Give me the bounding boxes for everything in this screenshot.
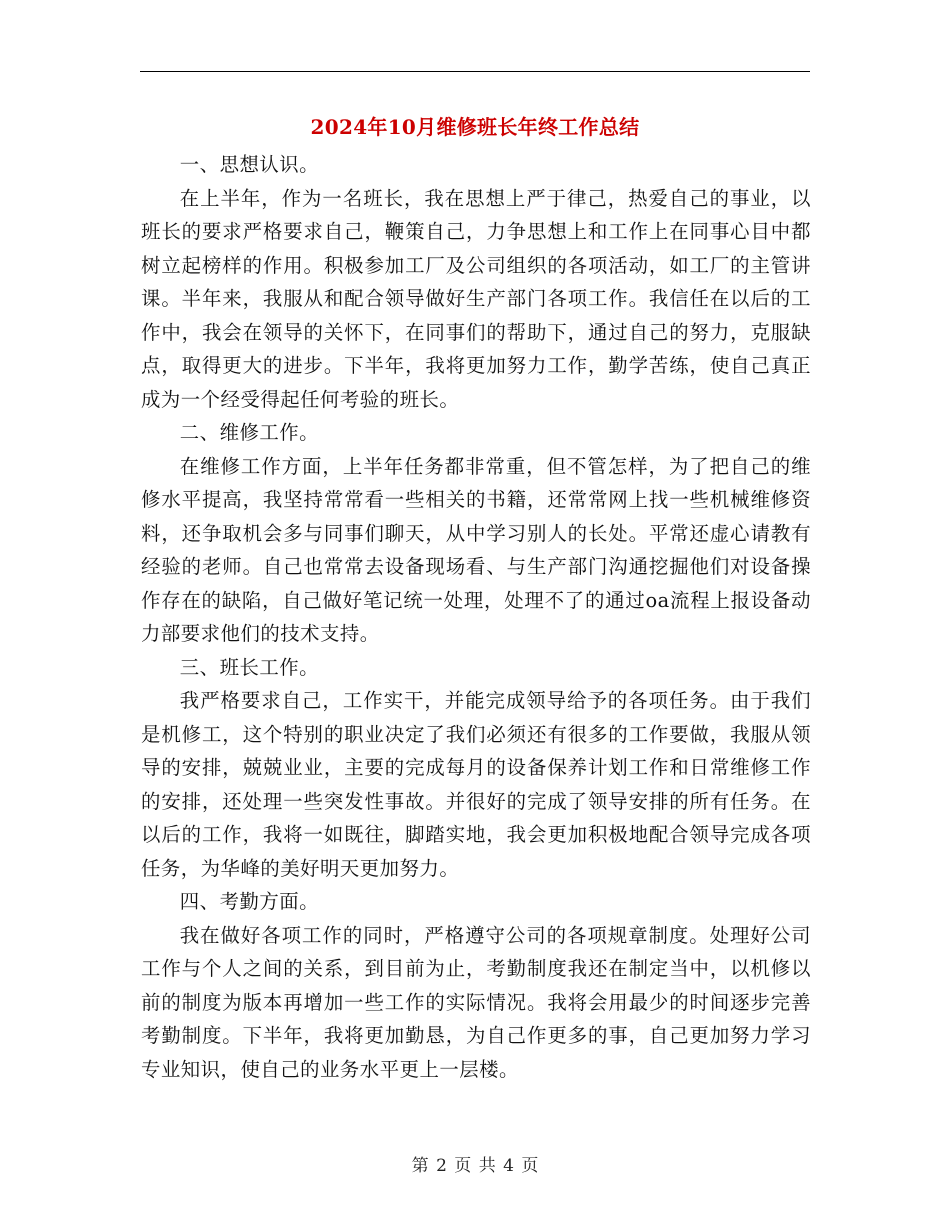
document-body [141, 148, 811, 1086]
section-heading-team-leader: 三、班长工作。 [179, 655, 320, 679]
section-heading-thinking: 一、思想认识。 [179, 153, 320, 176]
section-body-team-leader: 我严格要求自己，工作实干，并能完成领导给予的各项任务。由于我们是机修工，这个特别的职业决定了我们必须还有很多的工作要做，我服从领导的安排，兢兢业业，主要的完成每月的设备保养计划工作和日常维修工作的安排，还处理一些突发性事故。并很好的完成了领导安排的所有任务。在以后的工作，我将一如既往，脚踏实地，我会更加积极地配合领导完成各项任务，为华峰的美好明天更加努力。 [141, 689, 811, 880]
document-title: 2024年10月维修班长年终工作总结 [310, 115, 640, 139]
section-body-attendance: 我在做好各项工作的同时，严格遵守公司的各项规章制度。处理好公司工作与个人之间的关系，到目前为止，考勤制度我还在制定当中，以机修以前的制度为版本再增加一些工作的实际情况。我将会用最少的时间逐步完善考勤制度。下半年，我将更加勤恳，为自己作更多的事，自己更加努力学习专业知识，使自己的业务水平更上一层楼。 [141, 923, 811, 1081]
header-rule [140, 71, 810, 72]
section-heading-maintenance: 二、维修工作。 [179, 421, 320, 444]
section-body-maintenance: 在维修工作方面，上半年任务都非常重，但不管怎样，为了把自己的维修水平提高，我坚持常常看一些相关的书籍，还常常网上找一些机械维修资料，还争取机会多与同事们聊天，从中学习别人的长处。平常还虚心请教有经验的老师。自己也常常去设备现场看、与生产部门沟通挖掘他们对设备操作存在的缺陷，自己做好笔记统一处理，处理不了的通过oa流程上报设备动力部要求他们的技术支持。 [141, 454, 811, 645]
section-heading-attendance: 四、考勤方面。 [179, 890, 320, 913]
section-body-thinking: 在上半年，作为一名班长，我在思想上严于律己，热爱自己的事业，以班长的要求严格要求自己，鞭策自己，力争思想上和工作上在同事心目中都树立起榜样的作用。积极参加工厂及公司组织的各项活动，如工厂的主管讲课。半年来，我服从和配合领导做好生产部门各项工作。我信任在以后的工作中，我会在领导的关怀下，在同事们的帮助下，通过自己的努力，克服缺点，取得更大的进步。下半年，我将更加努力工作，勤学苦练，使自己真正成为一个经受得起任何考验的班长。 [141, 186, 811, 411]
page-number: 第 2 页 共 4 页 [411, 1156, 539, 1176]
